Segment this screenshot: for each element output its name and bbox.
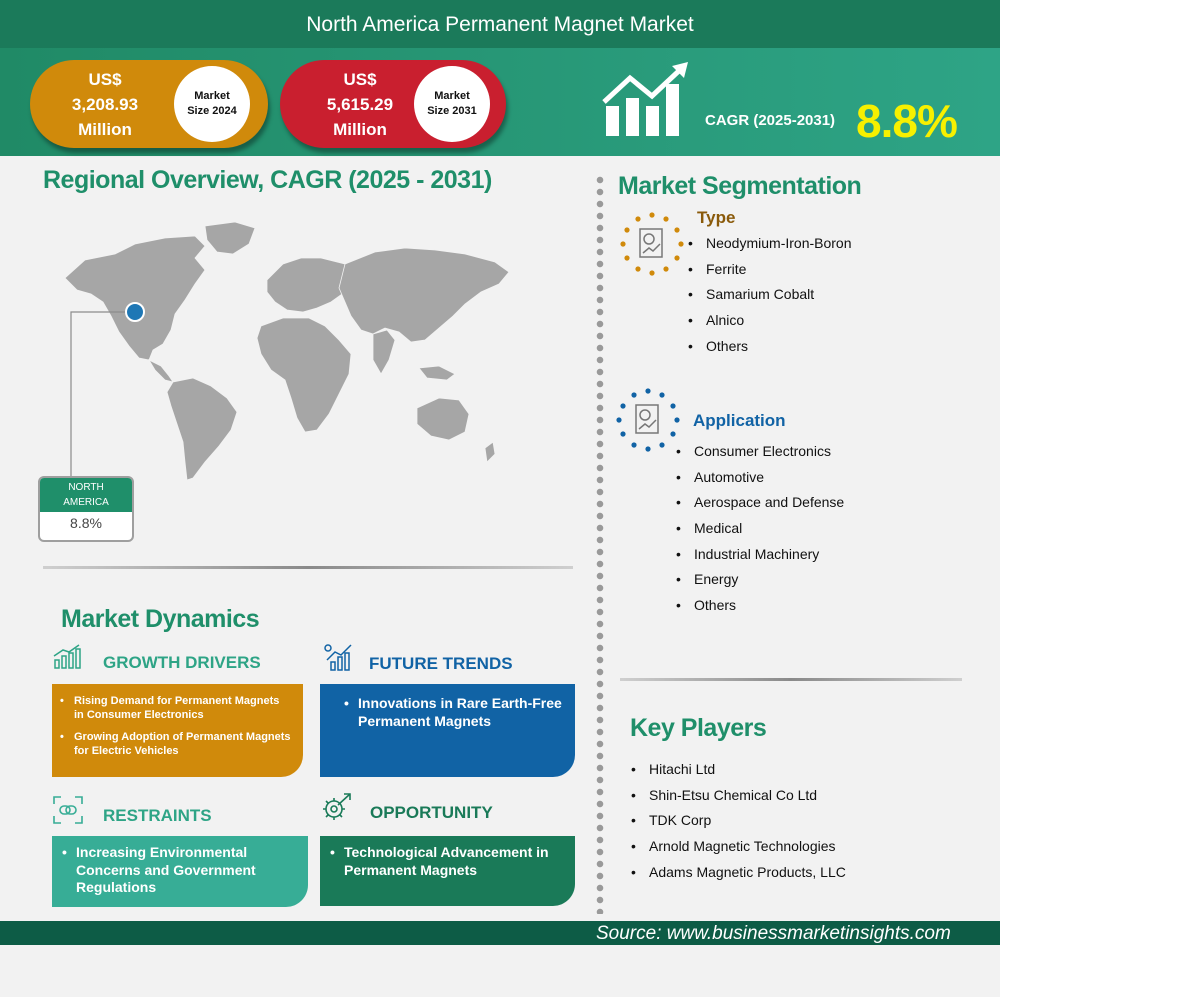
market-size-2024-label [174, 66, 250, 142]
map-new-zealand [485, 442, 495, 462]
north-america-label [40, 478, 132, 512]
growth-driver-item: • Rising Demand for Permanent Magnets in Consumer Electronics [74, 694, 292, 722]
type-item: • Ferrite [688, 259, 852, 285]
key-player-item: • Hitachi Ltd [631, 759, 846, 785]
application-list [676, 441, 844, 621]
key-player-item: • Arnold Magnetic Technologies [631, 836, 846, 862]
market-size-2031-label-line2: Size 2031 [427, 105, 477, 117]
region-label-line2: AMERICA [63, 497, 109, 508]
map-india [373, 330, 395, 374]
application-item: • Energy [676, 569, 844, 595]
growth-drivers-icon [53, 644, 83, 670]
divider-left [43, 566, 573, 569]
north-america-cagr: 8.8% [70, 515, 102, 531]
growth-driver-item: • Growing Adoption of Permanent Magnets for Electric Vehicles [74, 730, 292, 758]
cagr-value: 8.8% [856, 95, 957, 147]
market-size-2031-amount: 5,615.29 [326, 95, 394, 114]
opportunity-icon [320, 793, 352, 823]
restraints-list [76, 844, 282, 897]
market-size-2024-label-line1: Market [194, 90, 230, 102]
market-size-2031-pill [280, 60, 506, 148]
map-asia [339, 248, 509, 342]
key-player-item: • Adams Magnetic Products, LLC [631, 862, 846, 888]
restraints-icon [52, 795, 84, 825]
type-item: • Neodymium-Iron-Boron [688, 233, 852, 259]
growth-drivers-card [52, 684, 303, 777]
type-item: • Alnico [688, 310, 852, 336]
region-label-line1: NORTH [68, 482, 104, 493]
market-size-2024-pill [30, 60, 268, 148]
north-america-badge [38, 476, 134, 542]
restraints-card [52, 836, 308, 907]
market-size-2031-currency: US$ [343, 70, 377, 89]
application-item: • Others [676, 595, 844, 621]
map-australia [417, 398, 469, 440]
future-trends-list [358, 694, 566, 730]
market-size-2031-label [414, 66, 490, 142]
application-item: • Medical [676, 518, 844, 544]
application-item: • Industrial Machinery [676, 544, 844, 570]
restraint-item: • Increasing Environmental Concerns and Government Regulations [76, 844, 282, 897]
type-item: • Others [688, 336, 852, 362]
map-central-america [149, 360, 173, 382]
market-size-2024-value [30, 67, 180, 142]
map-se-asia [419, 366, 455, 380]
region-connector [68, 302, 148, 478]
key-player-item: • TDK Corp [631, 810, 846, 836]
application-segment-icon [616, 388, 680, 452]
page-title: North America Permanent Magnet Market [306, 13, 694, 36]
restraints-heading: RESTRAINTS [103, 806, 212, 825]
type-segment-icon [620, 212, 684, 276]
vertical-divider [596, 174, 604, 914]
type-item: • Samarium Cobalt [688, 284, 852, 310]
application-heading: Application [693, 411, 786, 430]
growth-chart-icon [604, 62, 692, 138]
future-trends-heading: FUTURE TRENDS [369, 654, 513, 673]
growth-drivers-list [74, 694, 292, 758]
opportunity-heading: OPPORTUNITY [370, 803, 493, 822]
source-text: Source: www.businessmarketinsights.com [596, 923, 951, 944]
map-south-america [167, 378, 237, 480]
opportunity-list [344, 844, 566, 879]
application-item: • Automotive [676, 467, 844, 493]
key-player-item: • Shin-Etsu Chemical Co Ltd [631, 785, 846, 811]
application-item: • Aerospace and Defense [676, 492, 844, 518]
market-size-2024-unit: Million [78, 120, 132, 139]
market-size-2024-label-line2: Size 2024 [187, 105, 237, 117]
application-item: • Consumer Electronics [676, 441, 844, 467]
divider-right [620, 678, 962, 681]
cagr-label: CAGR (2025-2031) [705, 112, 836, 129]
future-trends-card [320, 684, 575, 777]
future-trends-icon [323, 642, 355, 672]
opportunity-card [320, 836, 575, 906]
key-players-heading: Key Players [630, 714, 767, 742]
key-players-list [631, 759, 846, 887]
regional-overview-heading: Regional Overview, CAGR (2025 - 2031) [43, 166, 492, 194]
market-segmentation-heading: Market Segmentation [618, 172, 862, 200]
map-greenland [205, 222, 255, 254]
market-size-2024-amount: 3,208.93 [71, 95, 139, 114]
market-size-2031-label-line1: Market [434, 90, 470, 102]
type-list [688, 233, 852, 361]
growth-drivers-heading: GROWTH DRIVERS [103, 653, 261, 672]
map-africa [257, 318, 351, 432]
opportunity-item: • Technological Advancement in Permanent Magnets [344, 844, 566, 879]
future-trend-item: • Innovations in Rare Earth-Free Permanent Magnets [358, 694, 566, 730]
market-size-2031-unit: Million [333, 120, 387, 139]
type-heading: Type [697, 208, 736, 227]
market-size-2024-currency: US$ [88, 70, 122, 89]
market-dynamics-heading: Market Dynamics [61, 605, 260, 633]
map-europe [267, 258, 351, 312]
